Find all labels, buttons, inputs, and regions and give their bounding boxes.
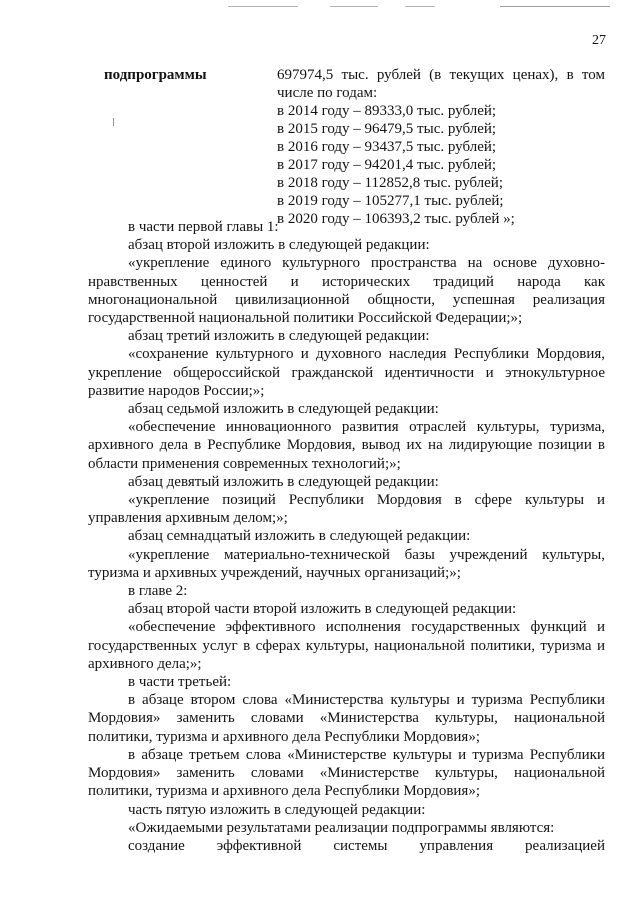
funding-line: 697974,5 тыс. рублей (в текущих ценах), в том bbox=[277, 67, 605, 83]
scan-artifact bbox=[500, 6, 610, 7]
text-line: государственной национальной политики Российской Федерации;»; bbox=[88, 310, 523, 327]
text-line: создание эффективной системы управления реализацией bbox=[128, 837, 605, 854]
scan-artifact bbox=[113, 118, 114, 126]
text-line: абзац второй части второй изложить в следующей редакции: bbox=[128, 601, 517, 618]
text-line: абзац девятый изложить в следующей редакции: bbox=[128, 473, 439, 490]
funding-line: числе по годам: bbox=[277, 85, 378, 101]
text-line: области применения современных технологий;»; bbox=[88, 455, 401, 472]
text-line: абзац семнадцатый изложить в следующей редакции: bbox=[128, 528, 471, 545]
text-line: архивного дела в Республике Мордовия, вывод их на лидирующие позиции в bbox=[88, 437, 605, 454]
funding-line: в 2015 году – 96479,5 тыс. рублей; bbox=[277, 121, 497, 137]
text-line: часть пятую изложить в следующей редакции: bbox=[128, 801, 426, 818]
text-line: «укрепление материально-технической базы учреждений культуры, bbox=[128, 546, 605, 563]
text-line: в части первой главы 1: bbox=[128, 219, 279, 235]
funding-line: в 2018 году – 112852,8 тыс. рублей; bbox=[277, 175, 503, 191]
text-line: «укрепление единого культурного пространства на основе духовно- bbox=[128, 255, 605, 272]
text-line: в части третьей: bbox=[128, 674, 232, 691]
text-line: «Ожидаемыми результатами реализации подпрограммы являются: bbox=[128, 819, 555, 836]
text-line: укрепление общероссийской гражданской идентичности и этнокультурное bbox=[88, 364, 605, 381]
text-line: многонациональной цивилизационной общности, успешная реализация bbox=[88, 291, 605, 308]
text-line: политики, туризма и архивного дела Республики Мордовия»; bbox=[88, 783, 480, 800]
text-line: Мордовия» заменить словами «Министерстве культуры, национальной bbox=[88, 765, 605, 782]
text-line: Мордовия» заменить словами «Министерства культуры, национальной bbox=[88, 710, 605, 727]
text-line: политики, туризма и архивного дела Республики Мордовия»; bbox=[88, 728, 480, 745]
funding-line: в 2019 году – 105277,1 тыс. рублей; bbox=[277, 193, 504, 209]
text-line: «укрепление позиций Республики Мордовия в сфере культуры и bbox=[128, 492, 605, 509]
text-line: абзац седьмой изложить в следующей редакции: bbox=[128, 401, 439, 418]
scan-artifact bbox=[330, 6, 378, 7]
text-line: в абзаце втором слова «Министерства культуры и туризма Республики bbox=[128, 692, 605, 709]
text-line: туризма и архивных учреждений, научных организаций;»; bbox=[88, 564, 461, 581]
funding-line: в 2016 году – 93437,5 тыс. рублей; bbox=[277, 139, 497, 155]
text-line: «обеспечение инновационного развития отраслей культуры, туризма, bbox=[128, 419, 605, 436]
scan-artifact bbox=[405, 6, 435, 7]
text-line: в абзаце третьем слова «Министерстве культуры и туризма Республики bbox=[128, 746, 605, 763]
funding-line: в 2014 году – 89333,0 тыс. рублей; bbox=[277, 103, 497, 119]
funding-line: в 2020 году – 106393,2 тыс. рублей »; bbox=[277, 211, 515, 227]
scan-artifact bbox=[228, 6, 298, 7]
text-line: «сохранение культурного и духовного наследия Республики Мордовия, bbox=[128, 346, 605, 363]
text-line: государственных услуг в сферах культуры, национальной политики, туризма и bbox=[88, 637, 605, 654]
funding-column bbox=[277, 66, 605, 228]
text-line: «обеспечение эффективного исполнения государственных функций и bbox=[128, 619, 605, 636]
text-line: абзац третий изложить в следующей редакции: bbox=[128, 328, 430, 345]
text-line: управления архивным делом;»; bbox=[88, 510, 288, 527]
text-line: в главе 2: bbox=[128, 583, 188, 600]
text-line: архивного дела;»; bbox=[88, 655, 202, 672]
funding-line: в 2017 году – 94201,4 тыс. рублей; bbox=[277, 157, 497, 173]
text-line: развитие народов России;»; bbox=[88, 382, 265, 399]
body-text bbox=[88, 218, 605, 855]
text-line: нравственных ценностей и исторических традиций народа как bbox=[88, 273, 605, 290]
page-number: 27 bbox=[592, 33, 606, 48]
text-line: абзац второй изложить в следующей редакции: bbox=[128, 237, 430, 254]
section-label: подпрограммы bbox=[104, 67, 207, 83]
